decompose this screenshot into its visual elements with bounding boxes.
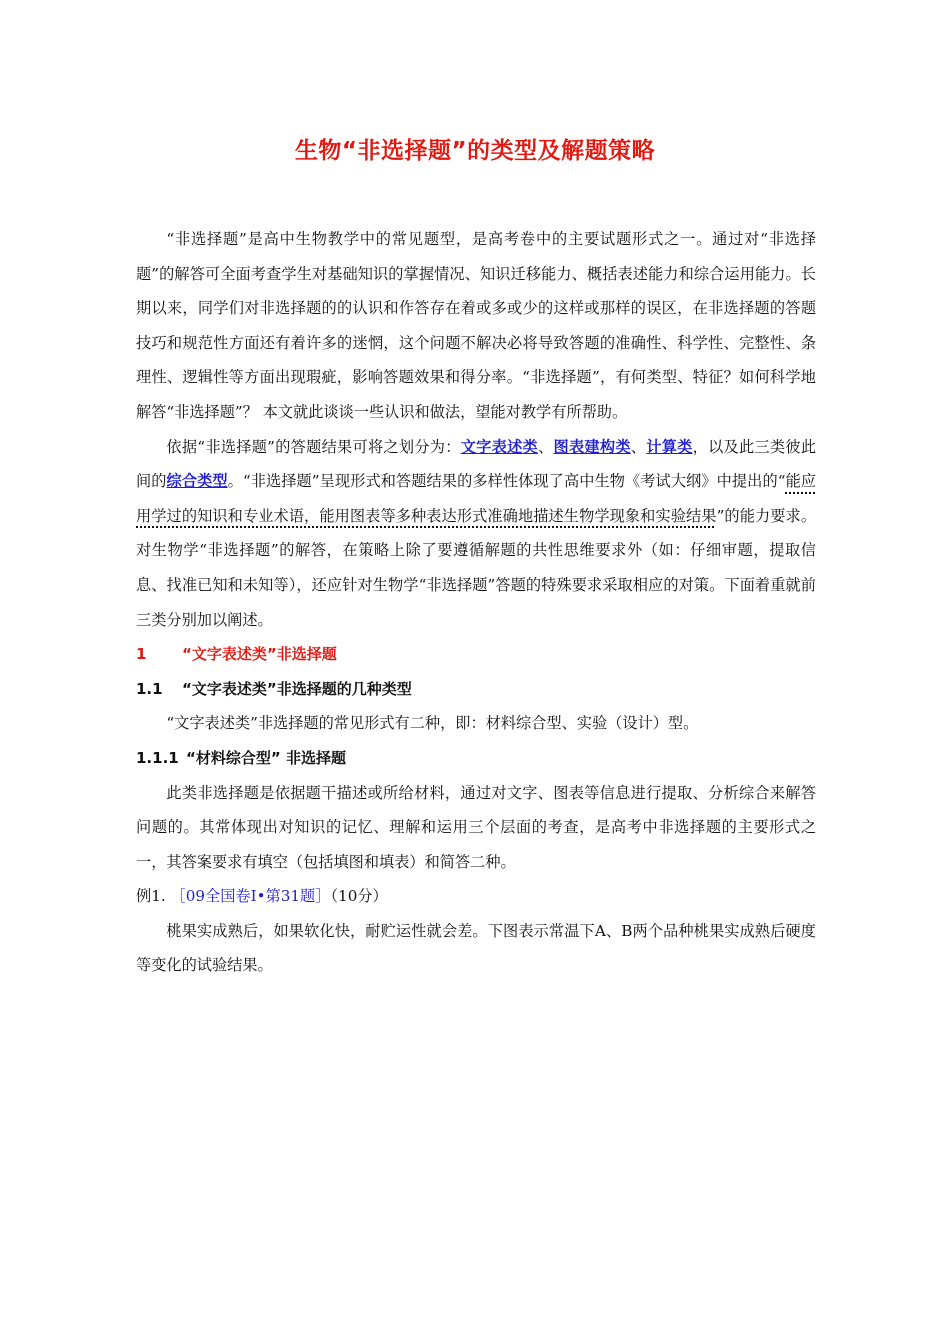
section-1-1-heading xyxy=(136,672,816,707)
link-comprehensive-type[interactable]: 综合类型 xyxy=(166,472,228,491)
intro-paragraph-2 xyxy=(136,430,816,638)
link-text-description-type[interactable]: 文字表述类 xyxy=(460,437,539,456)
link-calculation-type[interactable]: 计算类 xyxy=(646,437,693,456)
separator: 、 xyxy=(538,437,554,456)
section-1-1-1-number: 1.1.1 xyxy=(136,748,179,767)
intro-paragraph-1: “非选择题”是高中生物教学中的常见题型，是高考卷中的主要试题形式之一。通过对“非选择题”的解答可全面考查学生对基础知识的掌握情况、知识迁移能力、概括表述能力和综合运用能力。长期以来，同学们对非选择题的的认识和作答存在着或多或少的这样或那样的误区，在非选择题的答题技巧和规范性方面还有着许多的迷惘，这个问题不解决必将导致答题的准确性、科学性、完整性、条理性、逻辑性等方面出现瑕疵，影响答题效果和得分率。“非选择题”，有何类型、特征？如何科学地解答“非选择题”？ 本文就此谈谈一些认识和做法，望能对教学有所帮助。 xyxy=(136,230,816,421)
section-1-1-text: “文字表述类”非选择题的常见形式有二种，即：材料综合型、实验（设计）型。 xyxy=(166,714,699,733)
section-1-1-1-text: 此类非选择题是依据题干描述或所给材料，通过对文字、图表等信息进行提取、分析综合来解答问题的。其常体现出对知识的记忆、理解和运用三个层面的考查，是高考中非选择题的主要形式之一，其答案要求有填空（包括填图和填表）和简答二种。 xyxy=(136,783,816,871)
section-1-number: 1 xyxy=(136,645,147,664)
example-label: 例1. xyxy=(136,887,171,906)
separator: 、 xyxy=(630,437,647,456)
section-1-1-title: “文字表述类”非选择题的几种类型 xyxy=(182,679,412,698)
section-1-heading xyxy=(136,637,816,672)
section-1-1-number: 1.1 xyxy=(136,679,163,698)
example-score: （10分） xyxy=(330,887,388,906)
section-1-title: “文字表述类”非选择题 xyxy=(182,645,337,664)
p2-text-a: 依据“非选择题”的答题结果可将之划分为： xyxy=(166,437,461,456)
p2-text-b: ，以及此三类彼此间的 xyxy=(136,437,817,491)
section-1-1-1-heading xyxy=(136,741,816,776)
example-source: ［09全国卷Ⅰ•第31题］ xyxy=(170,887,331,906)
p2-text-d: ”的能力要求。对生物学“非选择题”的解答，在策略上除了要遵循解题的共性思维要求外（如：仔细审题，提取信息、找准已知和未知等），还应针对生物学“非选择题”答题的特殊要求采取相应的对策。下面着重就前三类分别加以阐述。 xyxy=(136,506,817,629)
example-1-text: 桃果实成熟后，如果软化快，耐贮运性就会差。下图表示常温下A、B两个品种桃果实成熟后硬度等变化的试验结果。 xyxy=(136,921,816,975)
document-body xyxy=(136,222,816,983)
document-title: 生物“非选择题”的类型及解题策略 xyxy=(294,138,656,164)
example-1-heading xyxy=(136,879,816,914)
section-1-1-1-title: “材料综合型” 非选择题 xyxy=(186,748,346,767)
exam-outline-quote: 能应用学过的知识和专业术语，能用图表等多种表达形式准确地描述生物学现象和实验结果 xyxy=(136,472,817,525)
link-chart-construction-type[interactable]: 图表建构类 xyxy=(553,437,631,456)
p2-text-c: 。“非选择题”呈现形式和答题结果的多样性体现了高中生物《考试大纲》中提出的“ xyxy=(227,472,786,491)
